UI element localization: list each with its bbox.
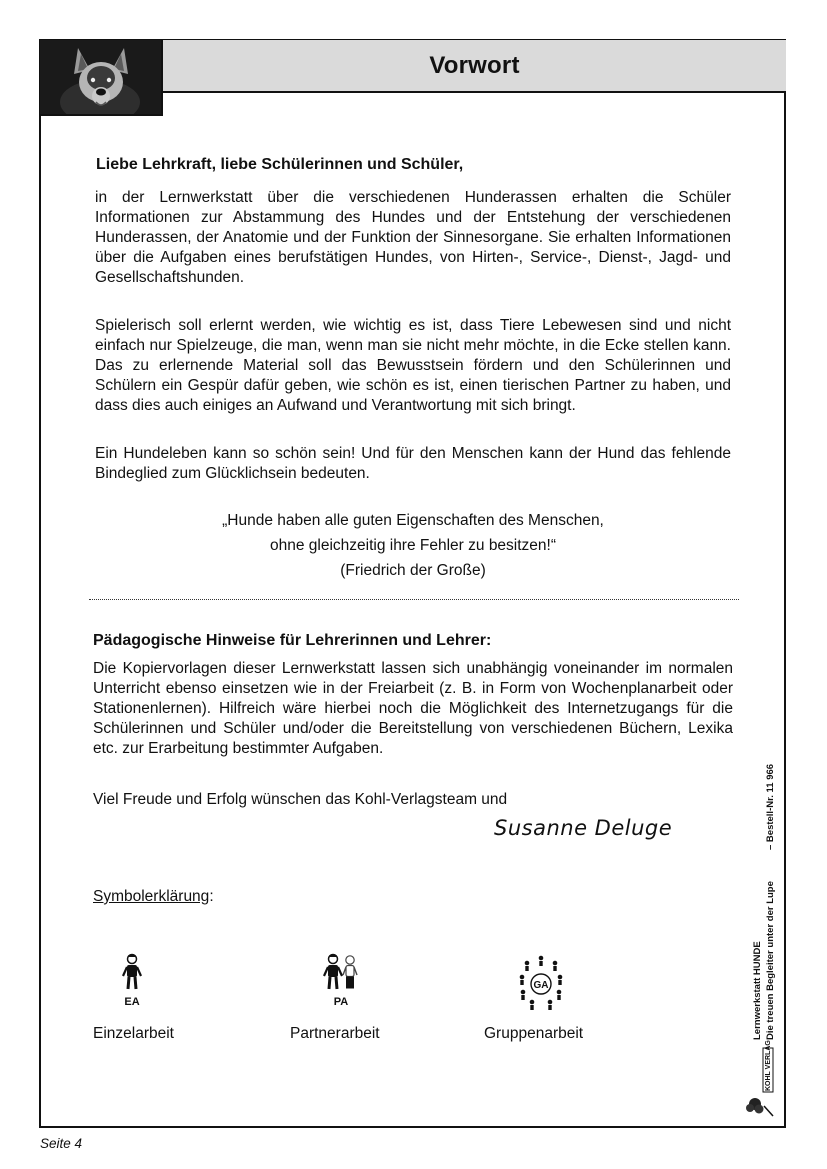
publisher-logo — [744, 1040, 778, 1118]
closing-text: Viel Freude und Erfolg wünschen das Kohl-Verlagsteam und — [93, 791, 508, 808]
einzelarbeit-symbol — [117, 953, 147, 1008]
legend-title — [93, 888, 214, 906]
greeting-heading: Liebe Lehrkraft, liebe Schülerinnen und Schüler, — [96, 156, 464, 173]
partnerarbeit-symbol — [321, 953, 361, 1008]
sidebar-subtitle: Die treuen Begleiter unter der Lupe — [765, 881, 776, 1040]
intro-paragraph-2 — [95, 316, 731, 416]
einzelarbeit-label: Einzelarbeit — [93, 1025, 174, 1042]
hints-paragraph — [93, 659, 733, 759]
quote-line-2: ohne gleichzeitig ihre Fehler zu besitzen!“ — [269, 537, 557, 554]
paragraph-text: Spielerisch soll erlernt werden, wie wichtig es ist, dass Tiere Lebewesen sind und nicht einfach nur Spielzeuge, die man, wenn man sie nicht mehr möchte, in die Ecke stellen kann. Das zu erlernende Material soll das Bewusstsein fördern und den Schülerinnen und Schülern ein Gespür dafür geben, wie schön es ist, einen tierischen Partner zu haben, und dass dies auch einiges an Aufwand und Verantwortung mit sich bringt. — [95, 317, 731, 414]
publisher-name: KOHL VERLAG — [765, 1040, 772, 1091]
two-persons-icon — [321, 953, 361, 997]
pa-code: PA — [333, 996, 349, 1008]
group-circle-icon — [518, 953, 564, 1011]
dotted-divider — [89, 599, 739, 600]
intro-paragraph-3 — [95, 444, 731, 484]
hints-heading: Pädagogische Hinweise für Lehrerinnen und Lehrer: — [93, 632, 492, 649]
quote-block — [95, 508, 731, 583]
partnerarbeit-label: Partnerarbeit — [290, 1025, 380, 1042]
ea-code: EA — [124, 996, 140, 1008]
sidebar-series: Lernwerkstatt HUNDE — [752, 941, 763, 1040]
page-title: Vorwort — [429, 51, 520, 79]
intro-paragraph-1 — [95, 188, 731, 288]
svg-text:GA: GA — [533, 980, 549, 991]
page-number: Seite 4 — [40, 1136, 83, 1151]
quote-author: (Friedrich der Große) — [340, 562, 486, 579]
signature: Susanne Deluge — [494, 816, 673, 840]
quote-line-1: „Hunde haben alle guten Eigenschaften des Menschen, — [222, 512, 604, 529]
sidebar-order-number: – Bestell-Nr. 11 966 — [765, 763, 776, 850]
paragraph-text: Die Kopiervorlagen dieser Lernwerkstatt lassen sich unabhängig voneinander im normalen Unterricht ebenso einsetzen wie in der Freiarbeit (z. B. in Form von Wochenplanarbeit oder Stationenlernen). Hilfreich wäre hierbei noch die Möglichkeit des Internetzugangs für die Schülerinnen und Schüler und/oder die Bereitstellung von verschiedenen Büchern, Lexika etc. zur Erarbeitung bestimmter Aufgaben. — [93, 660, 733, 757]
single-person-icon — [117, 953, 147, 997]
gruppenarbeit-label: Gruppenarbeit — [484, 1025, 584, 1042]
legend-title-colon: : — [209, 888, 214, 905]
german-shepherd-image — [40, 40, 163, 116]
paragraph-text: in der Lernwerkstatt über die verschiedenen Hunderassen erhalten die Schüler Informationen zur Abstammung des Hundes und der Entstehung der verschiedenen Hunderassen, der Anatomie und der Funktion der Sinnesorgane. Sie erhalten Informationen über die Aufgaben eines berufstätigen Hundes, von Hirten-, Service-, Dienst-, Jagd- und Gesellschaftshunden. — [95, 189, 731, 286]
title-bar — [163, 40, 786, 93]
legend-title-text: Symbolerklärung — [93, 888, 210, 905]
paragraph-text: Ein Hundeleben kann so schön sein! Und für den Menschen kann der Hund das fehlende Bindeglied zum Glücklichsein bedeuten. — [95, 445, 731, 482]
gruppenarbeit-symbol — [518, 953, 564, 1016]
dog-photo — [40, 40, 163, 116]
closing-line — [93, 790, 729, 810]
